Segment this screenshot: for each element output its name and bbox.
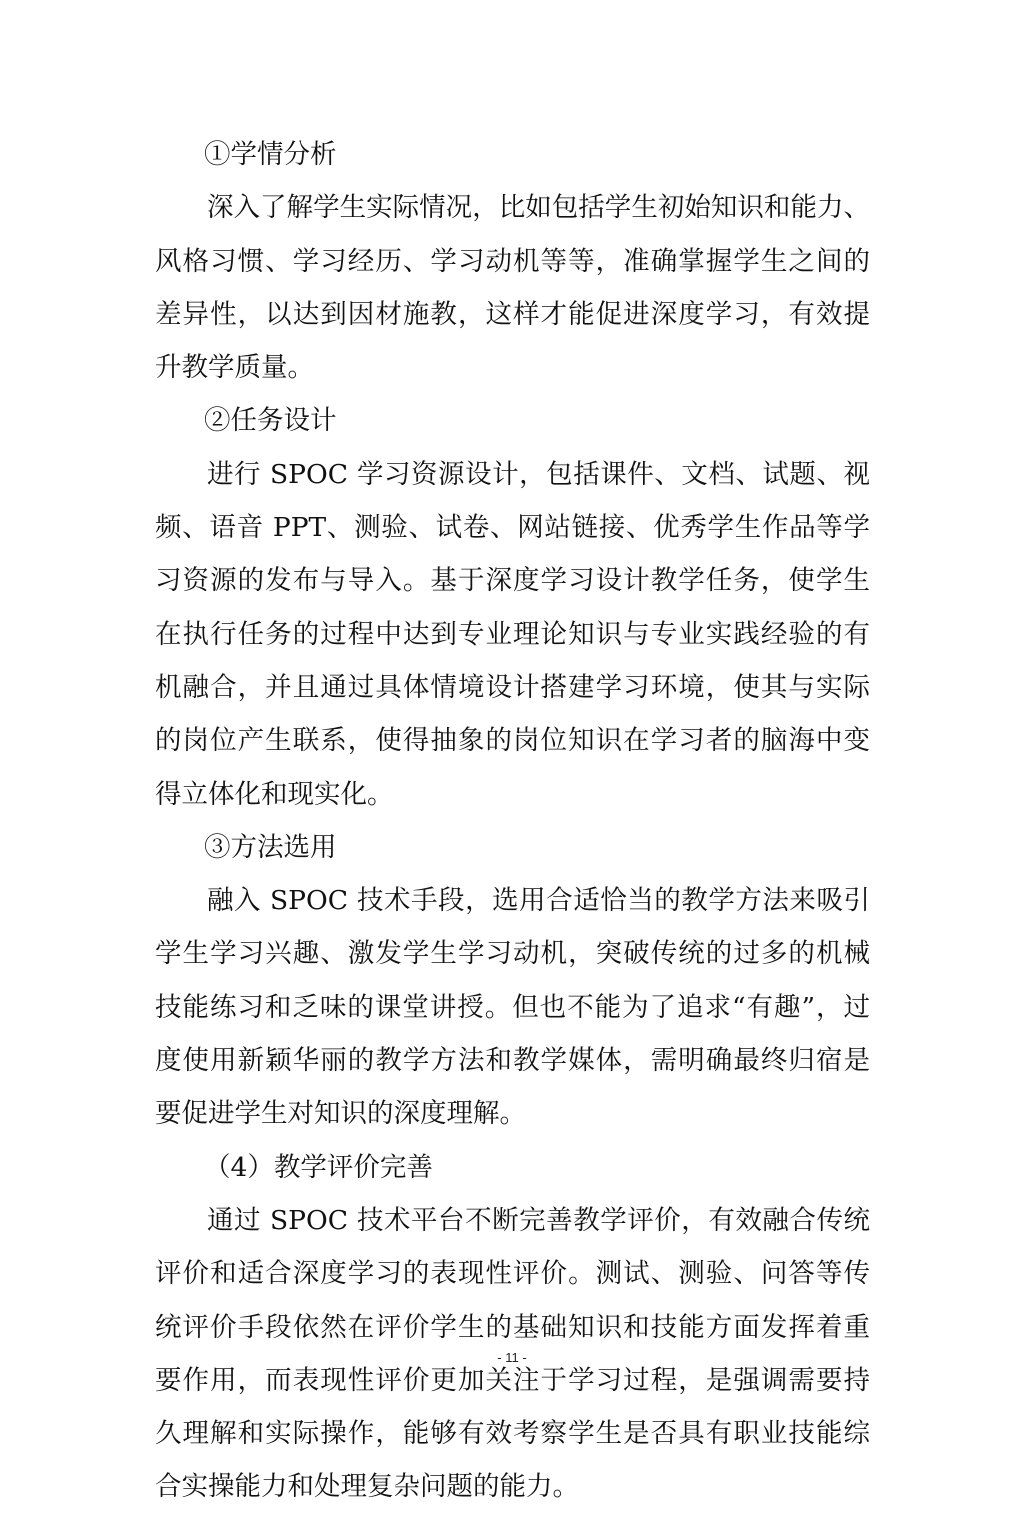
- paragraph-evaluation: 通过 SPOC 技术平台不断完善教学评价，有效融合传统评价和适合深度学习的表现性评价。测试、测验、问答等传统评价手段依然在评价学生的基础知识和技能方面发挥着重要作用，而表现性评价更加关注于学习过程，是强调需要持久理解和实际操作，能够有效考察学生是否具有职业技能综合实操能力和处理复杂问题的能力。: [155, 1204, 870, 1503]
- subsection-heading-method-selection: ③方法选用: [204, 831, 337, 863]
- subsection-heading-task-design: ②任务设计: [204, 405, 337, 437]
- paragraph-method-selection: 融入 SPOC 技术手段，选用合适恰当的教学方法来吸引学生学习兴趣、激发学生学习动机，突破传统的过多的机械技能练习和乏味的课堂讲授。但也不能为了追求“有趣”，过度使用新颖华丽的教学方法和教学媒体，需明确最终归宿是要促进学生对知识的深度理解。: [155, 885, 870, 1130]
- section-heading-evaluation: （4）教学评价完善: [204, 1151, 433, 1183]
- paragraph-learning-analysis: 深入了解学生实际情况，比如包括学生初始知识和能力、风格习惯、学习经历、学习动机等等，准确掌握学生之间的差异性，以达到因材施教，这样才能促进深度学习，有效提升教学质量。: [155, 192, 870, 384]
- paragraph-task-design: 进行 SPOC 学习资源设计，包括课件、文档、试题、视频、语音 PPT、测验、试卷、网站链接、优秀学生作品等学习资源的发布与导入。基于深度学习设计教学任务，使学生在执行任务的过程中达到专业理论知识与专业实践经验的有机融合，并且通过具体情境设计搭建学习环境，使其与实际的岗位产生联系，使得抽象的岗位知识在学习者的脑海中变得立体化和现实化。: [155, 458, 870, 810]
- page-body: [155, 128, 870, 1514]
- subsection-heading-learning-analysis: ①学情分析: [204, 139, 337, 170]
- page-number: - 11 -: [497, 1350, 527, 1365]
